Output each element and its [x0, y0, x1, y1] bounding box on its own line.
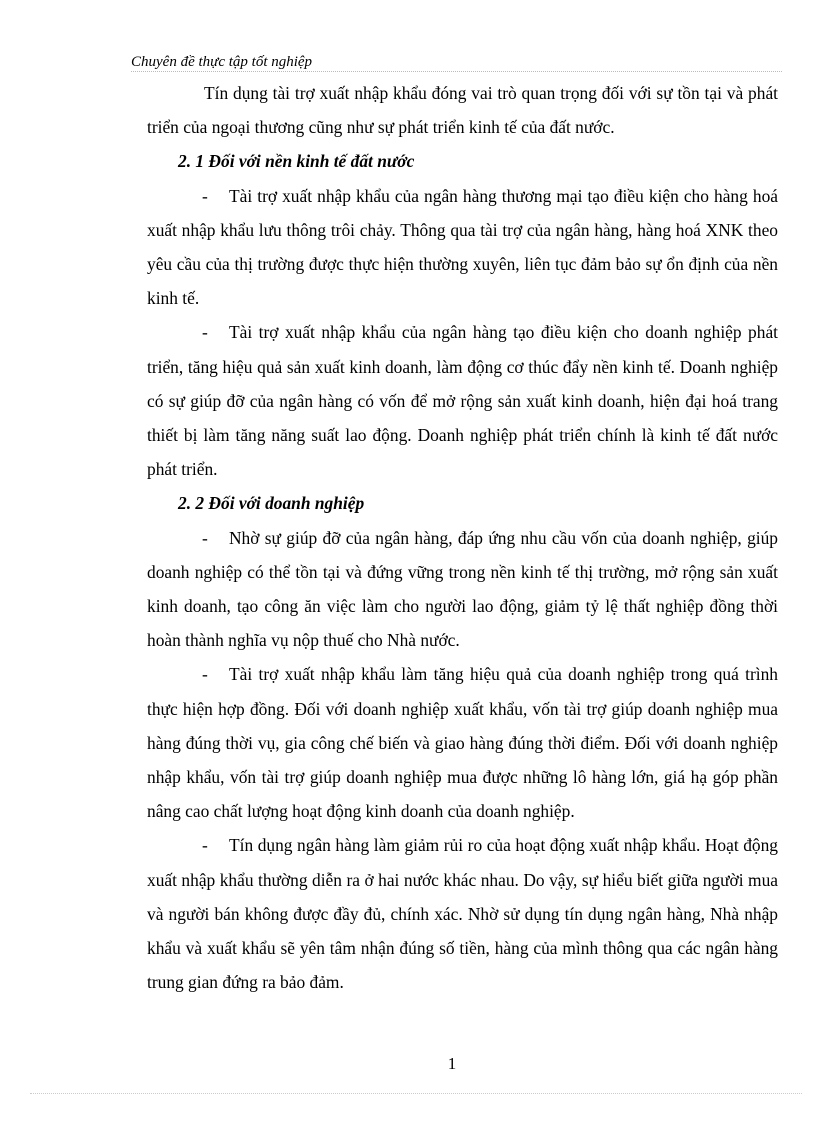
footer-divider [30, 1093, 802, 1094]
section-heading-1: 2. 1 Đối với nền kinh tế đất nước [178, 151, 415, 172]
list-item [147, 521, 778, 658]
list-item [147, 179, 778, 316]
document-body [147, 76, 778, 999]
list-item [147, 828, 778, 999]
list-item [147, 315, 778, 486]
bullet-dash: - [202, 835, 208, 856]
list-item [147, 657, 778, 828]
page-header-title: Chuyên đề thực tập tốt nghiệp [131, 54, 313, 70]
section-heading-2: 2. 2 Đối với doanh nghiệp [178, 493, 365, 514]
page-number: 1 [447, 1054, 457, 1073]
list-item-text: Nhờ sự giúp đỡ của ngân hàng, đáp ứng nhu cầu vốn của doanh nghiệp, giúp doanh nghiệp có thể tồn tại và đứng vững trong nền kinh tế thị trường, mở rộng sản xuất kinh doanh, tạo công ăn việc làm cho người lao động, giảm tỷ lệ thất nghiệp đồng thời hoàn thành nghĩa vụ nộp thuế cho Nhà nước. [147, 527, 778, 651]
list-item-text: Tín dụng ngân hàng làm giảm rủi ro của hoạt động xuất nhập khẩu. Hoạt động xuất nhập khẩu thường diễn ra ở hai nước khác nhau. Do vậy, sự hiểu biết giữa người mua và người bán không được đầy đủ, chính xác. Nhờ sử dụng tín dụng ngân hàng, Nhà nhập khẩu và xuất khẩu sẽ yên tâm nhận đúng số tiền, hàng của mình thông qua các ngân hàng trung gian đứng ra bảo đảm. [147, 835, 778, 993]
list-item-text: Tài trợ xuất nhập khẩu của ngân hàng thương mại tạo điều kiện cho hàng hoá xuất nhập khẩu lưu thông trôi chảy. Thông qua tài trợ của ngân hàng, hàng hoá XNK theo yêu cầu của thị trường được thực hiện thường xuyên, liên tục đảm bảo sự ổn định của nền kinh tế. [147, 185, 778, 309]
bullet-dash: - [202, 185, 208, 206]
bullet-dash: - [202, 527, 208, 548]
bullet-dash: - [202, 664, 208, 685]
list-item-text: Tài trợ xuất nhập khẩu làm tăng hiệu quả của doanh nghiệp trong quá trình thực hiện hợp đồng. Đối với doanh nghiệp xuất khẩu, vốn tài trợ giúp doanh nghiệp mua hàng đúng thời vụ, gia công chế biến và giao hàng đúng thời điểm. Đối với doanh nghiệp nhập khẩu, vốn tài trợ giúp doanh nghiệp mua được những lô hàng lớn, giá hạ góp phần nâng cao chất lượng hoạt động kinh doanh của doanh nghiệp. [147, 664, 778, 822]
intro-paragraph: Tín dụng tài trợ xuất nhập khẩu đóng vai trò quan trọng đối với sự tồn tại và phát triển của ngoại thương cũng như sự phát triển kinh tế của đất nước. [147, 83, 778, 138]
header-divider [131, 71, 782, 72]
list-item-text: Tài trợ xuất nhập khẩu của ngân hàng tạo điều kiện cho doanh nghiệp phát triển, tăng hiệu quả sản xuất kinh doanh, làm động cơ thúc đẩy nền kinh tế. Doanh nghiệp có sự giúp đỡ của ngân hàng có vốn để mở rộng sản xuất kinh doanh, hiện đại hoá trang thiết bị làm tăng năng suất lao động. Doanh nghiệp phát triển chính là kinh tế đất nước phát triển. [147, 322, 778, 480]
bullet-dash: - [202, 322, 208, 343]
